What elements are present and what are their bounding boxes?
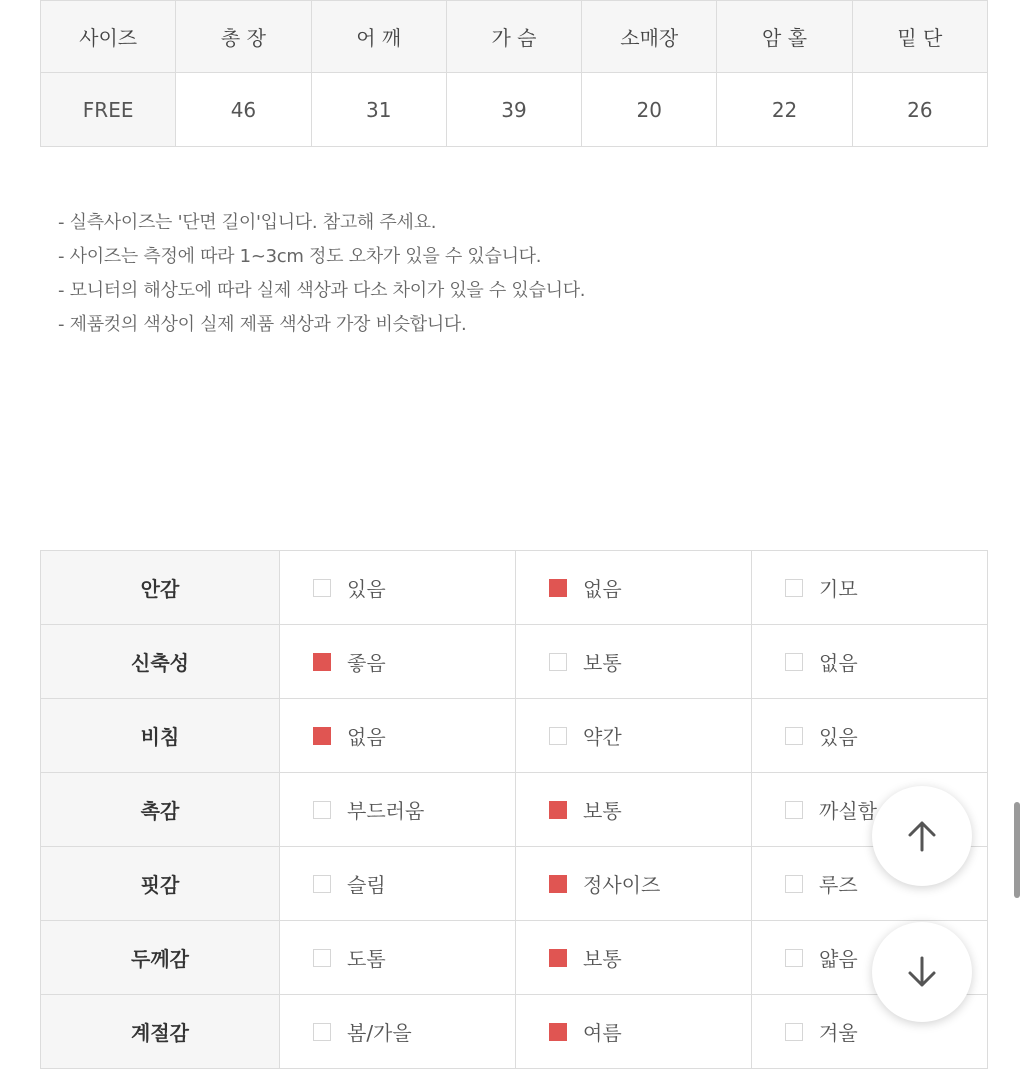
spec-option — [280, 699, 516, 773]
spec-option-label: 도톰 — [347, 947, 386, 971]
arrow-up-icon — [902, 816, 942, 856]
checked-box — [549, 875, 567, 893]
checked-box — [549, 949, 567, 967]
unchecked-box — [313, 801, 331, 819]
scrollbar-thumb[interactable] — [1014, 802, 1020, 898]
spec-option — [752, 551, 988, 625]
spec-option — [516, 551, 752, 625]
spec-label: 핏감 — [41, 847, 280, 921]
size-header-size: 사이즈 — [41, 1, 176, 73]
spec-option — [280, 551, 516, 625]
spec-option — [516, 921, 752, 995]
unchecked-box — [785, 579, 803, 597]
size-header-sleeve: 소매장 — [582, 1, 717, 73]
spec-option-label: 까실함 — [819, 799, 877, 823]
spec-option-label: 보통 — [583, 651, 622, 675]
spec-option — [516, 847, 752, 921]
size-notes — [58, 206, 585, 342]
unchecked-box — [313, 875, 331, 893]
unchecked-box — [785, 727, 803, 745]
unchecked-box — [785, 949, 803, 967]
spec-row — [41, 625, 988, 699]
size-value-sleeve: 20 — [582, 73, 717, 147]
note-line: - 사이즈는 측정에 따라 1~3cm 정도 오차가 있을 수 있습니다. — [58, 246, 542, 267]
checked-box — [549, 1023, 567, 1041]
spec-option-label: 없음 — [347, 725, 386, 749]
note-line: - 모니터의 해상도에 따라 실제 색상과 다소 차이가 있을 수 있습니다. — [58, 280, 586, 301]
spec-option — [516, 699, 752, 773]
unchecked-box — [313, 949, 331, 967]
spec-row — [41, 773, 988, 847]
spec-option — [280, 921, 516, 995]
arrow-down-icon — [902, 952, 942, 992]
spec-option-label: 여름 — [583, 1021, 622, 1045]
unchecked-box — [785, 653, 803, 671]
spec-option — [280, 847, 516, 921]
spec-label: 계절감 — [41, 995, 280, 1069]
checked-box — [549, 801, 567, 819]
spec-option-label: 없음 — [819, 651, 858, 675]
scroll-up-button[interactable] — [872, 786, 972, 886]
scroll-down-button[interactable] — [872, 922, 972, 1022]
spec-row — [41, 699, 988, 773]
spec-option-label: 보통 — [583, 947, 622, 971]
spec-row — [41, 551, 988, 625]
unchecked-box — [313, 579, 331, 597]
spec-option-label: 겨울 — [819, 1021, 858, 1045]
size-value-length: 46 — [176, 73, 311, 147]
size-header-chest: 가 슴 — [446, 1, 581, 73]
note-line: - 실측사이즈는 '단면 길이'입니다. 참고해 주세요. — [58, 212, 437, 233]
spec-label: 두께감 — [41, 921, 280, 995]
unchecked-box — [785, 1023, 803, 1041]
unchecked-box — [785, 801, 803, 819]
spec-row — [41, 921, 988, 995]
size-value-chest: 39 — [446, 73, 581, 147]
spec-option-label: 없음 — [583, 577, 622, 601]
size-value-shoulder: 31 — [311, 73, 446, 147]
spec-label: 촉감 — [41, 773, 280, 847]
spec-option — [280, 995, 516, 1069]
spec-option — [516, 773, 752, 847]
spec-option-label: 정사이즈 — [583, 873, 661, 897]
spec-row — [41, 847, 988, 921]
unchecked-box — [549, 653, 567, 671]
spec-option — [280, 625, 516, 699]
note-line: - 제품컷의 색상이 실제 제품 색상과 가장 비슷합니다. — [58, 314, 467, 335]
checked-box — [549, 579, 567, 597]
spec-option — [516, 995, 752, 1069]
unchecked-box — [313, 1023, 331, 1041]
spec-option-label: 부드러움 — [347, 799, 425, 823]
spec-option — [752, 699, 988, 773]
spec-option-label: 약간 — [583, 725, 622, 749]
spec-option-label: 좋음 — [347, 651, 386, 675]
checked-box — [313, 727, 331, 745]
spec-option-label: 슬림 — [347, 873, 386, 897]
spec-option-label: 있음 — [819, 725, 858, 749]
size-value-hem: 26 — [852, 73, 987, 147]
spec-option-label: 봄/가을 — [347, 1021, 412, 1045]
size-header-length: 총 장 — [176, 1, 311, 73]
spec-label: 비침 — [41, 699, 280, 773]
spec-option-label: 보통 — [583, 799, 622, 823]
spec-label: 안감 — [41, 551, 280, 625]
spec-option-label: 얇음 — [819, 947, 858, 971]
unchecked-box — [549, 727, 567, 745]
spec-row — [41, 995, 988, 1069]
spec-option-label: 루즈 — [819, 873, 858, 897]
spec-table — [40, 550, 988, 1069]
spec-label: 신축성 — [41, 625, 280, 699]
size-value-armhole: 22 — [717, 73, 852, 147]
size-header-armhole: 암 홀 — [717, 1, 852, 73]
size-table — [40, 0, 988, 147]
unchecked-box — [785, 875, 803, 893]
checked-box — [313, 653, 331, 671]
size-header-shoulder: 어 깨 — [311, 1, 446, 73]
spec-option — [752, 625, 988, 699]
size-table-value-row — [41, 73, 988, 147]
spec-option-label: 있음 — [347, 577, 386, 601]
spec-option-label: 기모 — [819, 577, 858, 601]
spec-option — [516, 625, 752, 699]
size-table-header-row — [41, 1, 988, 73]
spec-option — [280, 773, 516, 847]
size-header-hem: 밑 단 — [852, 1, 987, 73]
size-value-size: FREE — [41, 73, 176, 147]
